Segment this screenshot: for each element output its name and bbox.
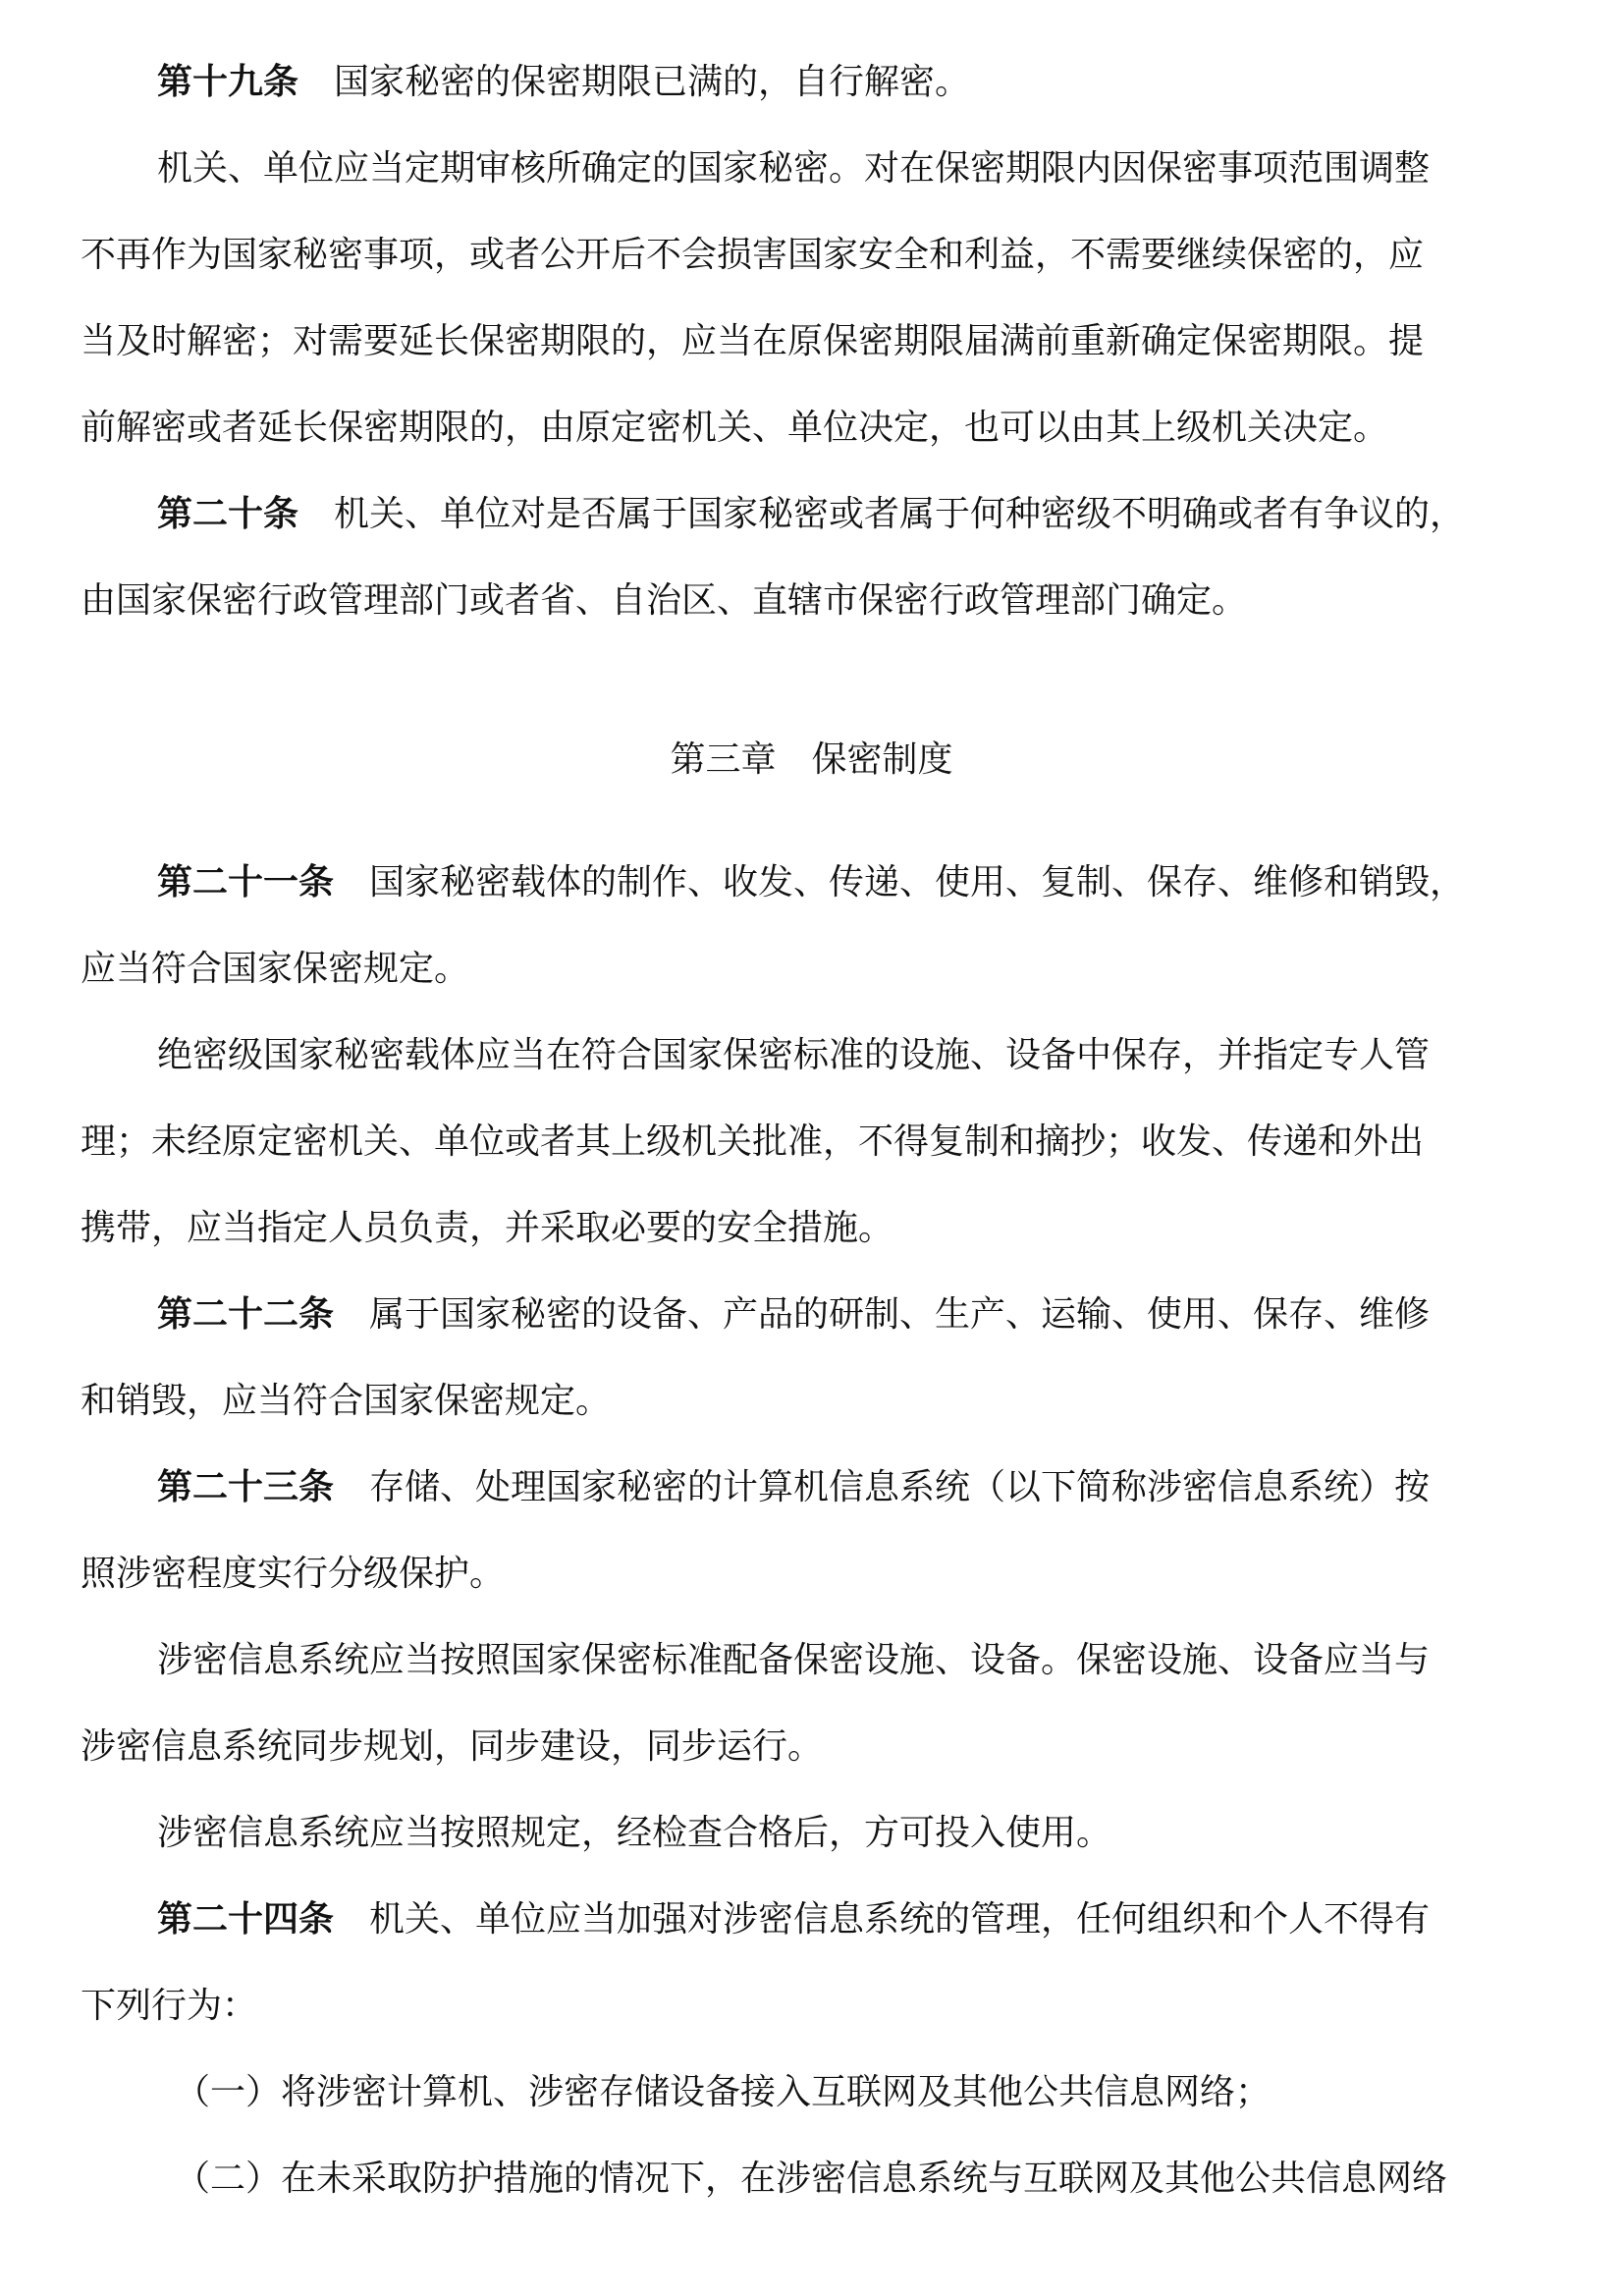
article-text: 属于国家秘密的设备、产品的研制、生产、运输、使用、保存、维修 (369, 1294, 1431, 1335)
text-line: 携带，应当指定人员负责，并采取必要的安全措施。 (81, 1208, 894, 1248)
text-line: 涉密信息系统应当按照规定，经检查合格后，方可投入使用。 (157, 1813, 1112, 1853)
chapter-title: 保密制度 (811, 739, 953, 780)
list-item: （二）在未采取防护措施的情况下，在涉密信息系统与互联网及其他公共信息网络 (175, 2159, 1448, 2199)
article-number: 第二十三条 (157, 1467, 335, 1507)
article-text: 机关、单位应当加强对涉密信息系统的管理，任何组织和个人不得有 (369, 1899, 1431, 1940)
text-line: 由国家保密行政管理部门或者省、自治区、直辖市保密行政管理部门确定。 (81, 580, 1248, 621)
text-line: 和销毁，应当符合国家保密规定。 (81, 1381, 612, 1421)
text-line: 照涉密程度实行分级保护。 (81, 1554, 506, 1594)
text-line: 不再作为国家秘密事项，或者公开后不会损害国家安全和利益，不需要继续保密的，应 (81, 235, 1425, 275)
list-item: （一）将涉密计算机、涉密存储设备接入互联网及其他公共信息网络； (175, 2072, 1271, 2112)
article-19 (0, 39, 1623, 126)
chapter-number: 第三章 (670, 739, 777, 780)
text-line: 机关、单位应当定期审核所确定的国家秘密。对在保密期限内因保密事项范围调整 (157, 148, 1431, 189)
text-line: 涉密信息系统应当按照国家保密标准配备保密设施、设备。保密设施、设备应当与 (157, 1640, 1431, 1680)
text-line: 理；未经原定密机关、单位或者其上级机关批准，不得复制和摘抄；收发、传递和外出 (81, 1121, 1425, 1162)
article-22 (0, 1272, 1623, 1445)
article-text: 国家秘密载体的制作、收发、传递、使用、复制、保存、维修和销毁， (369, 862, 1466, 902)
article-text: 国家秘密的保密期限已满的，自行解密。 (334, 62, 971, 102)
article-number: 第二十四条 (157, 1899, 335, 1940)
text-line: 涉密信息系统同步规划，同步建设，同步运行。 (81, 1726, 824, 1767)
text-line: 前解密或者延长保密期限的，由原定密机关、单位决定，也可以由其上级机关决定。 (81, 408, 1389, 448)
article-23-paragraph-2 (0, 1617, 1623, 1790)
text-line: 应当符合国家保密规定。 (81, 949, 470, 989)
article-23-paragraph-3 (0, 1790, 1623, 1877)
article-number: 第十九条 (157, 62, 299, 102)
article-number: 第二十一条 (157, 862, 335, 902)
text-line: 当及时解密；对需要延长保密期限的，应当在原保密期限届满前重新确定保密期限。提 (81, 321, 1425, 361)
article-23 (0, 1445, 1623, 1617)
article-number: 第二十条 (157, 494, 299, 534)
article-24-items (0, 2050, 1623, 2222)
article-21-paragraph-2 (0, 1012, 1623, 1272)
article-24 (0, 1877, 1623, 2050)
chapter-heading (0, 717, 1623, 803)
article-text: 存储、处理国家秘密的计算机信息系统（以下简称涉密信息系统）按 (369, 1467, 1431, 1507)
article-19-paragraph-2 (0, 126, 1623, 471)
text-line: 绝密级国家秘密载体应当在符合国家保密标准的设施、设备中保存，并指定专人管 (157, 1035, 1431, 1075)
text-line: 下列行为： (81, 1986, 258, 2026)
article-21 (0, 840, 1623, 1012)
article-number: 第二十二条 (157, 1294, 335, 1335)
article-text: 机关、单位对是否属于国家秘密或者属于何种密级不明确或者有争议的， (334, 494, 1466, 534)
article-20 (0, 471, 1623, 644)
